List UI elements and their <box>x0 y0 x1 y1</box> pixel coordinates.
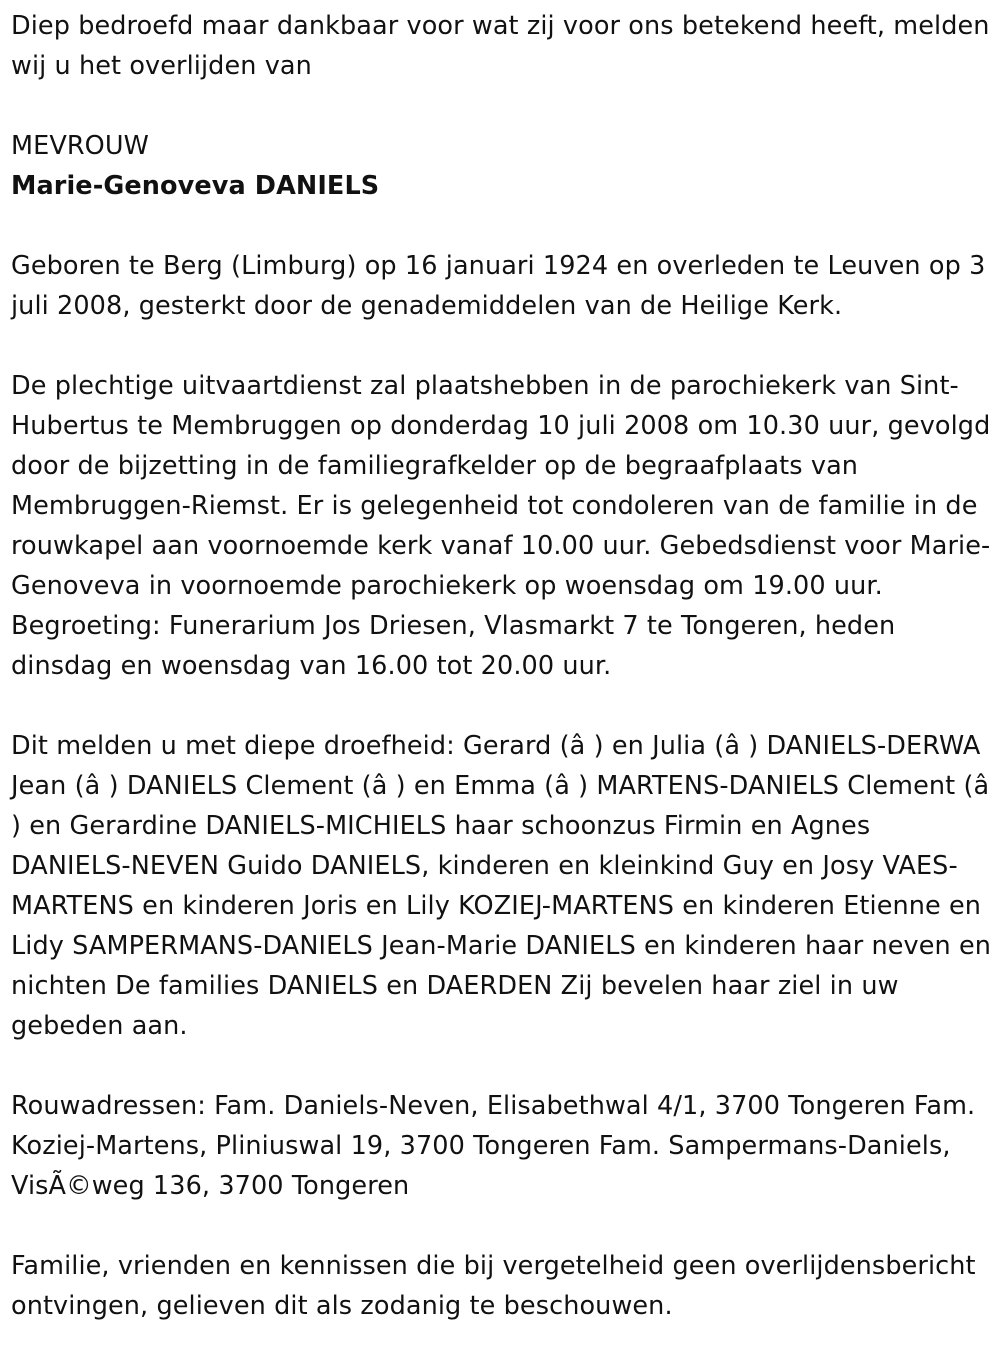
salutation: MEVROUW <box>11 131 149 161</box>
deceased-name: Marie-Genoveva DANIELS <box>11 171 380 201</box>
closing-paragraph: Familie, vrienden en kennissen die bij vergetelheid geen overlijdensbericht ontvingen, gelieven dit als zodanig te beschouwen. <box>11 1251 976 1321</box>
funeral-paragraph: De plechtige uitvaartdienst zal plaatshebben in de parochiekerk van Sint-Hubertus te Membruggen op donderdag 10 juli 2008 om 10.30 uur, gevolgd door de bijzetting in de familiegrafkelder op de begraafplaats van Membruggen-Riemst. Er is gelegenheid tot condoleren van de familie in de rouwkapel aan voornoemde kerk vanaf 10.00 uur. Gebedsdienst voor Marie-Genoveva in voornoemde parochiekerk op woensdag om 19.00 uur. Begroeting: Funerarium Jos Driesen, Vlasmarkt 7 te Tongeren, heden dinsdag en woensdag van 16.00 tot 20.00 uur. <box>11 371 991 681</box>
intro-paragraph: Diep bedroefd maar dankbaar voor wat zij voor ons betekend heeft, melden wij u het overlijden van <box>11 11 990 81</box>
addresses-paragraph: Rouwadressen: Fam. Daniels-Neven, Elisabethwal 4/1, 3700 Tongeren Fam. Koziej-Martens, Pliniuswal 19, 3700 Tongeren Fam. Sampermans-Daniels, VisÃ©weg 136, 3700 Tongeren <box>11 1091 976 1201</box>
obituary-document <box>11 6 996 1326</box>
birth-death-paragraph: Geboren te Berg (Limburg) op 16 januari 1924 en overleden te Leuven op 3 juli 2008, gesterkt door de genademiddelen van de Heilige Kerk. <box>11 251 986 321</box>
family-paragraph: Dit melden u met diepe droefheid: Gerard (â ) en Julia (â ) DANIELS-DERWA Jean (â ) DANIELS Clement (â ) en Emma (â ) MARTENS-DANIELS Clement (â ) en Gerardine DANIELS-MICHIELS haar schoonzus Firmin en Agnes DANIELS-NEVEN Guido DANIELS, kinderen en kleinkind Guy en Josy VAES-MARTENS en kinderen Joris en Lily KOZIEJ-MARTENS en kinderen Etienne en Lidy SAMPERMANS-DANIELS Jean-Marie DANIELS en kinderen haar neven en nichten De families DANIELS en DAERDEN Zij bevelen haar ziel in uw gebeden aan. <box>11 731 992 1041</box>
